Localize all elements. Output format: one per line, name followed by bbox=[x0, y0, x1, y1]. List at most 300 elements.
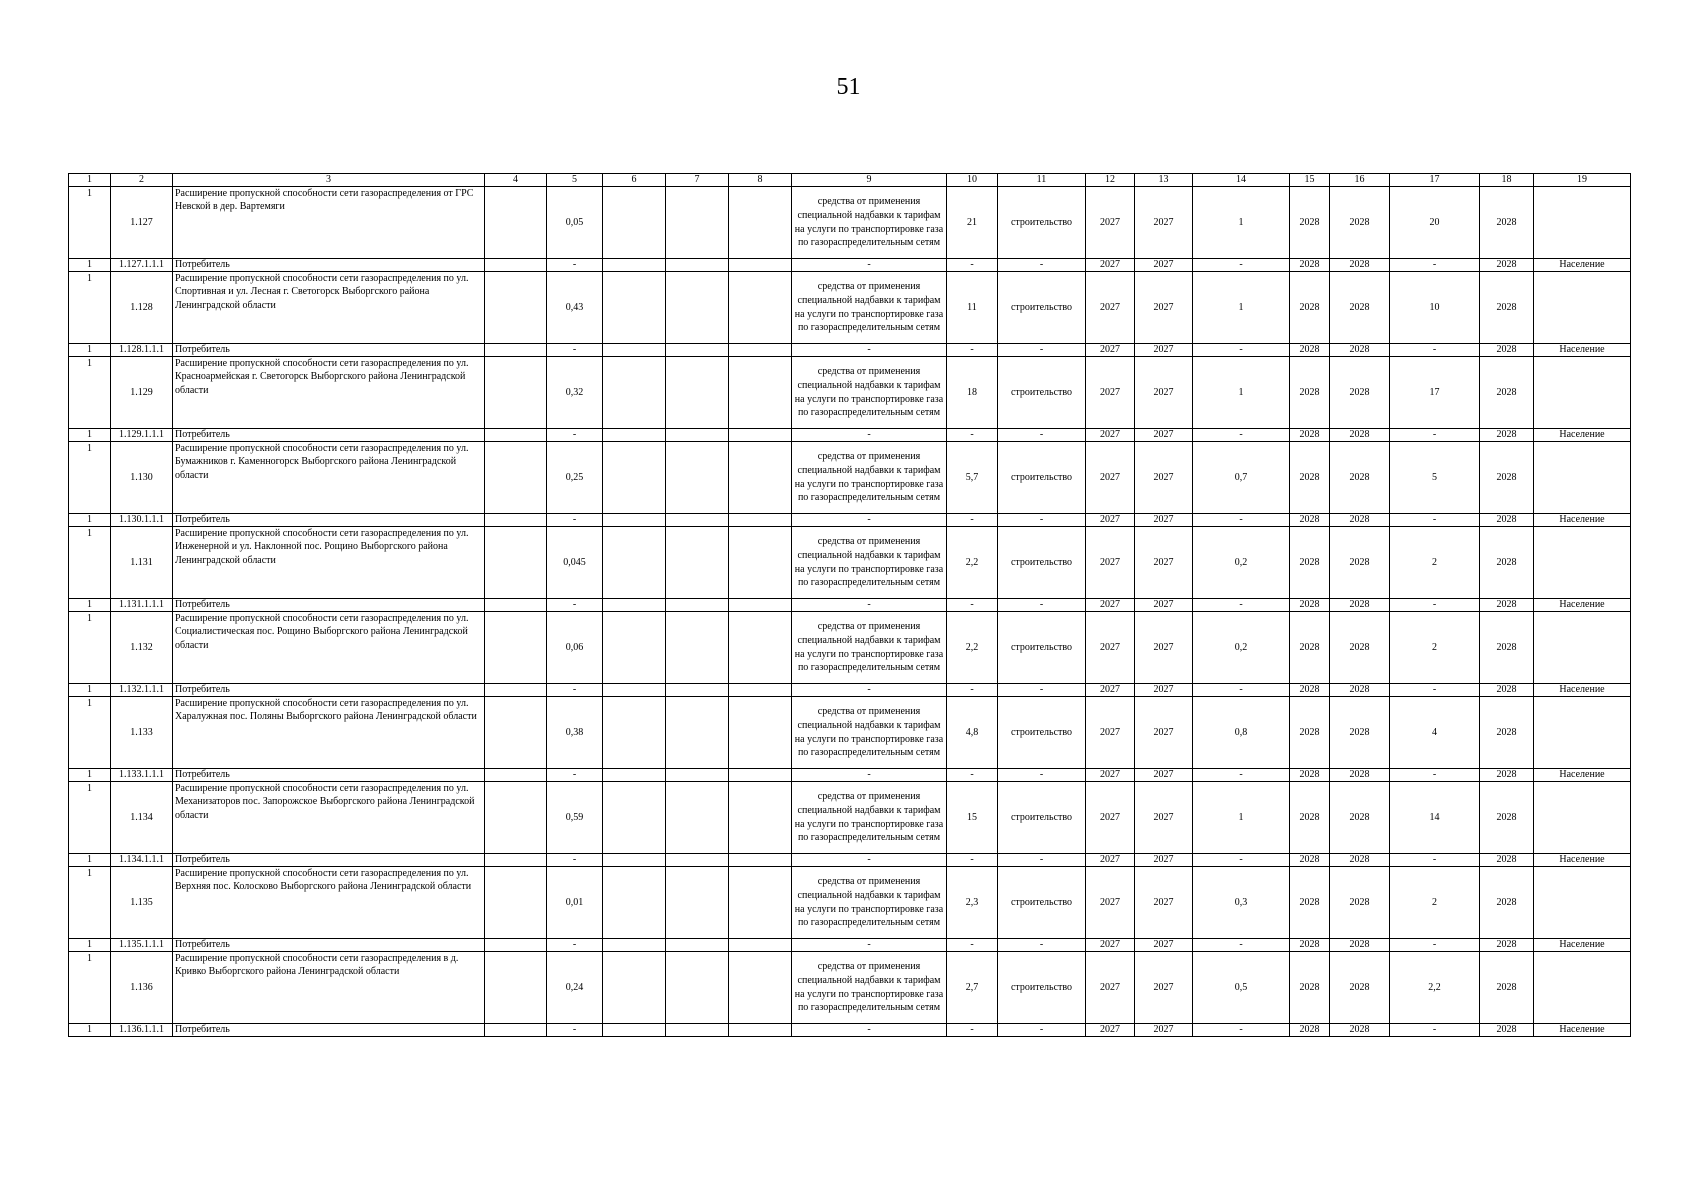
project-name-cell: Расширение пропускной способности сети газораспределения по ул. Красноармейская г. Светогорск Выборгского района Ленинградской области bbox=[173, 357, 485, 429]
table-cell-col-4 bbox=[485, 684, 547, 697]
table-cell-col-4 bbox=[485, 344, 547, 357]
table-cell-col-5: 0,38 bbox=[547, 697, 603, 769]
table-cell-col-15: 2028 bbox=[1290, 769, 1330, 782]
table-row-consumer bbox=[69, 854, 1631, 867]
table-cell-col-9: - bbox=[792, 854, 947, 867]
table-cell-col-11: строительство bbox=[998, 442, 1086, 514]
table-cell-col-15: 2028 bbox=[1290, 684, 1330, 697]
table-cell-col-10: 18 bbox=[947, 357, 998, 429]
table-cell-col-16: 2028 bbox=[1330, 187, 1390, 259]
consumer-category-cell: Население bbox=[1534, 1024, 1631, 1037]
table-cell-col-9: - bbox=[792, 514, 947, 527]
column-header-5: 5 bbox=[547, 174, 603, 187]
funding-source-cell: средства от применения специальной надбавки к тарифам на услуги по транспортировке газа по газораспределительным сетям bbox=[792, 357, 947, 429]
table-body bbox=[69, 174, 1631, 1037]
consumer-category-cell: Население bbox=[1534, 259, 1631, 272]
table-cell-col-14: 1 bbox=[1193, 357, 1290, 429]
table-cell-col-15: 2028 bbox=[1290, 1024, 1330, 1037]
consumer-code-cell: 1.130.1.1.1 bbox=[111, 514, 173, 527]
table-cell-col-5: 0,59 bbox=[547, 782, 603, 854]
consumer-code-cell: 1.128.1.1.1 bbox=[111, 344, 173, 357]
table-cell-col-11: - bbox=[998, 259, 1086, 272]
funding-source-cell: средства от применения специальной надбавки к тарифам на услуги по транспортировке газа по газораспределительным сетям bbox=[792, 867, 947, 939]
table-row-consumer bbox=[69, 769, 1631, 782]
project-code-cell: 1.134 bbox=[111, 782, 173, 854]
table-cell-col-15: 2028 bbox=[1290, 344, 1330, 357]
table-cell-col-6 bbox=[603, 272, 666, 344]
table-cell-col-5: - bbox=[547, 684, 603, 697]
table-cell-col-18: 2028 bbox=[1480, 684, 1534, 697]
table-cell-col-17: - bbox=[1390, 514, 1480, 527]
table-cell-col-17: 2 bbox=[1390, 612, 1480, 684]
row-group-cell: 1 bbox=[69, 939, 111, 952]
table-cell-col-16: 2028 bbox=[1330, 939, 1390, 952]
table-cell-col-18: 2028 bbox=[1480, 429, 1534, 442]
table-cell-col-14: - bbox=[1193, 429, 1290, 442]
table-cell-col-16: 2028 bbox=[1330, 952, 1390, 1024]
project-name-cell: Расширение пропускной способности сети газораспределения от ГРС Невской в дер. Вартемяги bbox=[173, 187, 485, 259]
table-cell-col-16: 2028 bbox=[1330, 782, 1390, 854]
table-cell-col-6 bbox=[603, 697, 666, 769]
table-cell-col-19 bbox=[1534, 357, 1631, 429]
project-name-cell: Расширение пропускной способности сети газораспределения по ул. Верхняя пос. Колосково Выборгского района Ленинградской области bbox=[173, 867, 485, 939]
table-cell-col-14: - bbox=[1193, 769, 1290, 782]
table-cell-col-6 bbox=[603, 344, 666, 357]
table-cell-col-13: 2027 bbox=[1135, 684, 1193, 697]
project-code-cell: 1.136 bbox=[111, 952, 173, 1024]
table-cell-col-8 bbox=[729, 952, 792, 1024]
table-cell-col-13: 2027 bbox=[1135, 1024, 1193, 1037]
table-cell-col-17: - bbox=[1390, 259, 1480, 272]
column-header-1: 1 bbox=[69, 174, 111, 187]
table-cell-col-13: 2027 bbox=[1135, 867, 1193, 939]
consumer-name-cell: Потребитель bbox=[173, 769, 485, 782]
row-group-cell: 1 bbox=[69, 259, 111, 272]
table-cell-col-11: - bbox=[998, 514, 1086, 527]
project-name-cell: Расширение пропускной способности сети газораспределения в д. Кривко Выборгского района Ленинградской области bbox=[173, 952, 485, 1024]
row-group-cell: 1 bbox=[69, 187, 111, 259]
row-group-cell: 1 bbox=[69, 429, 111, 442]
table-cell-col-17: 17 bbox=[1390, 357, 1480, 429]
table-cell-col-12: 2027 bbox=[1086, 1024, 1135, 1037]
table-cell-col-10: 21 bbox=[947, 187, 998, 259]
table-cell-col-6 bbox=[603, 429, 666, 442]
table-row-project bbox=[69, 697, 1631, 769]
table-cell-col-13: 2027 bbox=[1135, 939, 1193, 952]
table-cell-col-12: 2027 bbox=[1086, 612, 1135, 684]
table-row-project bbox=[69, 272, 1631, 344]
table-cell-col-16: 2028 bbox=[1330, 259, 1390, 272]
table-cell-col-6 bbox=[603, 939, 666, 952]
table-cell-col-12: 2027 bbox=[1086, 527, 1135, 599]
funding-source-cell: средства от применения специальной надбавки к тарифам на услуги по транспортировке газа по газораспределительным сетям bbox=[792, 782, 947, 854]
table-cell-col-14: 0,8 bbox=[1193, 697, 1290, 769]
table-cell-col-13: 2027 bbox=[1135, 782, 1193, 854]
table-cell-col-7 bbox=[666, 514, 729, 527]
table-cell-col-13: 2027 bbox=[1135, 187, 1193, 259]
table-cell-col-9: - bbox=[792, 939, 947, 952]
table-cell-col-8 bbox=[729, 599, 792, 612]
table-cell-col-12: 2027 bbox=[1086, 939, 1135, 952]
table-cell-col-17: - bbox=[1390, 769, 1480, 782]
table-cell-col-8 bbox=[729, 272, 792, 344]
row-group-cell: 1 bbox=[69, 769, 111, 782]
table-cell-col-12: 2027 bbox=[1086, 259, 1135, 272]
investment-table bbox=[68, 173, 1631, 1037]
project-code-cell: 1.133 bbox=[111, 697, 173, 769]
table-cell-col-11: - bbox=[998, 599, 1086, 612]
column-header-15: 15 bbox=[1290, 174, 1330, 187]
table-cell-col-9: - bbox=[792, 344, 947, 357]
table-cell-col-5: - bbox=[547, 1024, 603, 1037]
table-cell-col-15: 2028 bbox=[1290, 527, 1330, 599]
column-header-6: 6 bbox=[603, 174, 666, 187]
table-cell-col-11: строительство bbox=[998, 952, 1086, 1024]
table-cell-col-10: - bbox=[947, 1024, 998, 1037]
table-cell-col-10: - bbox=[947, 854, 998, 867]
table-cell-col-14: 1 bbox=[1193, 782, 1290, 854]
table-cell-col-16: 2028 bbox=[1330, 344, 1390, 357]
table-cell-col-12: 2027 bbox=[1086, 442, 1135, 514]
table-cell-col-11: строительство bbox=[998, 612, 1086, 684]
table-cell-col-17: - bbox=[1390, 429, 1480, 442]
table-cell-col-9: - bbox=[792, 429, 947, 442]
table-cell-col-14: 0,5 bbox=[1193, 952, 1290, 1024]
table-cell-col-17: 2 bbox=[1390, 527, 1480, 599]
table-cell-col-7 bbox=[666, 429, 729, 442]
consumer-category-cell: Население bbox=[1534, 684, 1631, 697]
table-cell-col-6 bbox=[603, 612, 666, 684]
table-row-consumer bbox=[69, 939, 1631, 952]
table-cell-col-5: - bbox=[547, 939, 603, 952]
table-row-consumer bbox=[69, 344, 1631, 357]
table-cell-col-8 bbox=[729, 442, 792, 514]
table-cell-col-17: - bbox=[1390, 854, 1480, 867]
project-name-cell: Расширение пропускной способности сети газораспределения по ул. Механизаторов пос. Запорожское Выборгского района Ленинградской области bbox=[173, 782, 485, 854]
table-cell-col-8 bbox=[729, 357, 792, 429]
consumer-category-cell: Население bbox=[1534, 514, 1631, 527]
table-cell-col-16: 2028 bbox=[1330, 867, 1390, 939]
table-row-project bbox=[69, 442, 1631, 514]
table-cell-col-11: строительство bbox=[998, 357, 1086, 429]
table-cell-col-10: - bbox=[947, 769, 998, 782]
table-row-consumer bbox=[69, 684, 1631, 697]
column-header-12: 12 bbox=[1086, 174, 1135, 187]
table-cell-col-19 bbox=[1534, 442, 1631, 514]
table-cell-col-8 bbox=[729, 187, 792, 259]
table-cell-col-17: 4 bbox=[1390, 697, 1480, 769]
table-cell-col-11: - bbox=[998, 939, 1086, 952]
consumer-name-cell: Потребитель bbox=[173, 514, 485, 527]
table-cell-col-13: 2027 bbox=[1135, 344, 1193, 357]
table-cell-col-14: 0,2 bbox=[1193, 612, 1290, 684]
table-cell-col-17: - bbox=[1390, 599, 1480, 612]
table-cell-col-16: 2028 bbox=[1330, 429, 1390, 442]
consumer-name-cell: Потребитель bbox=[173, 854, 485, 867]
table-row-project bbox=[69, 782, 1631, 854]
table-cell-col-15: 2028 bbox=[1290, 272, 1330, 344]
column-header-19: 19 bbox=[1534, 174, 1631, 187]
table-cell-col-11: - bbox=[998, 684, 1086, 697]
funding-source-cell: средства от применения специальной надбавки к тарифам на услуги по транспортировке газа по газораспределительным сетям bbox=[792, 612, 947, 684]
table-cell-col-8 bbox=[729, 782, 792, 854]
table-cell-col-12: 2027 bbox=[1086, 429, 1135, 442]
table-cell-col-6 bbox=[603, 357, 666, 429]
table-cell-col-18: 2028 bbox=[1480, 939, 1534, 952]
table-cell-col-5: 0,43 bbox=[547, 272, 603, 344]
table-cell-col-6 bbox=[603, 769, 666, 782]
table-cell-col-18: 2028 bbox=[1480, 527, 1534, 599]
table-cell-col-8 bbox=[729, 527, 792, 599]
table-cell-col-8 bbox=[729, 854, 792, 867]
project-name-cell: Расширение пропускной способности сети газораспределения по ул. Социалистическая пос. Рощино Выборгского района Ленинградской области bbox=[173, 612, 485, 684]
table-cell-col-8 bbox=[729, 939, 792, 952]
consumer-name-cell: Потребитель bbox=[173, 599, 485, 612]
table-cell-col-19 bbox=[1534, 187, 1631, 259]
table-cell-col-5: 0,24 bbox=[547, 952, 603, 1024]
table-cell-col-18: 2028 bbox=[1480, 187, 1534, 259]
table-cell-col-15: 2028 bbox=[1290, 697, 1330, 769]
project-name-cell: Расширение пропускной способности сети газораспределения по ул. Инженерной и ул. Наклонной пос. Рощино Выборгского района Ленинградской области bbox=[173, 527, 485, 599]
table-cell-col-6 bbox=[603, 514, 666, 527]
table-cell-col-4 bbox=[485, 442, 547, 514]
table-cell-col-14: 0,3 bbox=[1193, 867, 1290, 939]
funding-source-cell: средства от применения специальной надбавки к тарифам на услуги по транспортировке газа по газораспределительным сетям bbox=[792, 697, 947, 769]
table-cell-col-11: строительство bbox=[998, 187, 1086, 259]
table-cell-col-15: 2028 bbox=[1290, 187, 1330, 259]
table-cell-col-4 bbox=[485, 952, 547, 1024]
table-cell-col-19 bbox=[1534, 952, 1631, 1024]
row-group-cell: 1 bbox=[69, 272, 111, 344]
table-cell-col-18: 2028 bbox=[1480, 272, 1534, 344]
table-cell-col-4 bbox=[485, 769, 547, 782]
table-cell-col-10: 2,7 bbox=[947, 952, 998, 1024]
table-cell-col-12: 2027 bbox=[1086, 272, 1135, 344]
consumer-code-cell: 1.134.1.1.1 bbox=[111, 854, 173, 867]
table-cell-col-4 bbox=[485, 1024, 547, 1037]
table-cell-col-10: 2,2 bbox=[947, 527, 998, 599]
table-cell-col-6 bbox=[603, 684, 666, 697]
table-cell-col-9: - bbox=[792, 1024, 947, 1037]
column-header-14: 14 bbox=[1193, 174, 1290, 187]
project-name-cell: Расширение пропускной способности сети газораспределения по ул. Спортивная и ул. Лесная г. Светогорск Выборгского района Ленинградской области bbox=[173, 272, 485, 344]
column-header-3: 3 bbox=[173, 174, 485, 187]
table-cell-col-8 bbox=[729, 867, 792, 939]
table-cell-col-10: 2,3 bbox=[947, 867, 998, 939]
table-cell-col-8 bbox=[729, 697, 792, 769]
table-row-project bbox=[69, 527, 1631, 599]
table-cell-col-18: 2028 bbox=[1480, 599, 1534, 612]
table-cell-col-13: 2027 bbox=[1135, 272, 1193, 344]
row-group-cell: 1 bbox=[69, 514, 111, 527]
table-cell-col-8 bbox=[729, 769, 792, 782]
row-group-cell: 1 bbox=[69, 697, 111, 769]
table-cell-col-6 bbox=[603, 527, 666, 599]
consumer-name-cell: Потребитель bbox=[173, 259, 485, 272]
table-cell-col-13: 2027 bbox=[1135, 769, 1193, 782]
table-cell-col-5: - bbox=[547, 854, 603, 867]
table-cell-col-7 bbox=[666, 259, 729, 272]
funding-source-cell: средства от применения специальной надбавки к тарифам на услуги по транспортировке газа по газораспределительным сетям bbox=[792, 952, 947, 1024]
table-cell-col-4 bbox=[485, 357, 547, 429]
table-cell-col-10: - bbox=[947, 344, 998, 357]
consumer-name-cell: Потребитель bbox=[173, 1024, 485, 1037]
table-cell-col-18: 2028 bbox=[1480, 344, 1534, 357]
column-header-11: 11 bbox=[998, 174, 1086, 187]
table-cell-col-7 bbox=[666, 769, 729, 782]
table-cell-col-8 bbox=[729, 684, 792, 697]
page-number: 51 bbox=[836, 74, 861, 100]
table-cell-col-15: 2028 bbox=[1290, 599, 1330, 612]
table-cell-col-11: строительство bbox=[998, 867, 1086, 939]
table-cell-col-11: - bbox=[998, 854, 1086, 867]
table-cell-col-7 bbox=[666, 939, 729, 952]
table-cell-col-6 bbox=[603, 187, 666, 259]
row-group-cell: 1 bbox=[69, 952, 111, 1024]
table-cell-col-13: 2027 bbox=[1135, 514, 1193, 527]
table-cell-col-11: строительство bbox=[998, 697, 1086, 769]
table-cell-col-10: 4,8 bbox=[947, 697, 998, 769]
table-cell-col-9: - bbox=[792, 684, 947, 697]
table-cell-col-8 bbox=[729, 429, 792, 442]
consumer-code-cell: 1.133.1.1.1 bbox=[111, 769, 173, 782]
table-cell-col-13: 2027 bbox=[1135, 259, 1193, 272]
table-cell-col-16: 2028 bbox=[1330, 599, 1390, 612]
table-cell-col-6 bbox=[603, 259, 666, 272]
table-cell-col-12: 2027 bbox=[1086, 357, 1135, 429]
table-row-project bbox=[69, 187, 1631, 259]
table-cell-col-7 bbox=[666, 442, 729, 514]
table-cell-col-4 bbox=[485, 854, 547, 867]
table-cell-col-17: - bbox=[1390, 939, 1480, 952]
table-cell-col-18: 2028 bbox=[1480, 612, 1534, 684]
table-cell-col-10: 15 bbox=[947, 782, 998, 854]
table-cell-col-19 bbox=[1534, 782, 1631, 854]
table-cell-col-6 bbox=[603, 782, 666, 854]
project-code-cell: 1.127 bbox=[111, 187, 173, 259]
table-cell-col-16: 2028 bbox=[1330, 514, 1390, 527]
table-cell-col-17: - bbox=[1390, 1024, 1480, 1037]
table-cell-col-12: 2027 bbox=[1086, 514, 1135, 527]
table-cell-col-7 bbox=[666, 612, 729, 684]
table-cell-col-15: 2028 bbox=[1290, 939, 1330, 952]
table-cell-col-14: - bbox=[1193, 344, 1290, 357]
consumer-category-cell: Население bbox=[1534, 854, 1631, 867]
table-cell-col-5: 0,01 bbox=[547, 867, 603, 939]
table-cell-col-13: 2027 bbox=[1135, 527, 1193, 599]
table-cell-col-16: 2028 bbox=[1330, 442, 1390, 514]
table-cell-col-5: 0,06 bbox=[547, 612, 603, 684]
table-cell-col-12: 2027 bbox=[1086, 867, 1135, 939]
row-group-cell: 1 bbox=[69, 782, 111, 854]
table-cell-col-7 bbox=[666, 697, 729, 769]
table-cell-col-9: - bbox=[792, 599, 947, 612]
table-cell-col-14: 0,2 bbox=[1193, 527, 1290, 599]
table-cell-col-12: 2027 bbox=[1086, 854, 1135, 867]
consumer-code-cell: 1.136.1.1.1 bbox=[111, 1024, 173, 1037]
table-row-consumer bbox=[69, 1024, 1631, 1037]
table-cell-col-8 bbox=[729, 514, 792, 527]
table-cell-col-5: 0,32 bbox=[547, 357, 603, 429]
table-cell-col-15: 2028 bbox=[1290, 867, 1330, 939]
table-cell-col-10: - bbox=[947, 684, 998, 697]
project-code-cell: 1.135 bbox=[111, 867, 173, 939]
table-cell-col-14: - bbox=[1193, 599, 1290, 612]
row-group-cell: 1 bbox=[69, 357, 111, 429]
table-cell-col-13: 2027 bbox=[1135, 612, 1193, 684]
row-group-cell: 1 bbox=[69, 1024, 111, 1037]
table-cell-col-18: 2028 bbox=[1480, 442, 1534, 514]
table-cell-col-13: 2027 bbox=[1135, 429, 1193, 442]
table-cell-col-11: - bbox=[998, 429, 1086, 442]
table-cell-col-18: 2028 bbox=[1480, 514, 1534, 527]
table-cell-col-4 bbox=[485, 939, 547, 952]
table-cell-col-8 bbox=[729, 612, 792, 684]
table-cell-col-13: 2027 bbox=[1135, 357, 1193, 429]
table-cell-col-7 bbox=[666, 1024, 729, 1037]
table-cell-col-8 bbox=[729, 344, 792, 357]
table-row-consumer bbox=[69, 429, 1631, 442]
table-cell-col-13: 2027 bbox=[1135, 952, 1193, 1024]
consumer-name-cell: Потребитель bbox=[173, 939, 485, 952]
table-cell-col-18: 2028 bbox=[1480, 867, 1534, 939]
consumer-code-cell: 1.132.1.1.1 bbox=[111, 684, 173, 697]
project-code-cell: 1.128 bbox=[111, 272, 173, 344]
column-header-13: 13 bbox=[1135, 174, 1193, 187]
project-code-cell: 1.130 bbox=[111, 442, 173, 514]
table-cell-col-19 bbox=[1534, 612, 1631, 684]
table-cell-col-14: 0,7 bbox=[1193, 442, 1290, 514]
table-cell-col-16: 2028 bbox=[1330, 684, 1390, 697]
table-cell-col-10: - bbox=[947, 259, 998, 272]
table-cell-col-19 bbox=[1534, 272, 1631, 344]
table-cell-col-13: 2027 bbox=[1135, 442, 1193, 514]
table-cell-col-10: - bbox=[947, 939, 998, 952]
table-cell-col-12: 2027 bbox=[1086, 599, 1135, 612]
table-cell-col-15: 2028 bbox=[1290, 854, 1330, 867]
project-code-cell: 1.131 bbox=[111, 527, 173, 599]
table-cell-col-18: 2028 bbox=[1480, 697, 1534, 769]
table-cell-col-5: 0,045 bbox=[547, 527, 603, 599]
consumer-category-cell: Население bbox=[1534, 429, 1631, 442]
table-cell-col-11: - bbox=[998, 769, 1086, 782]
consumer-category-cell: Население bbox=[1534, 939, 1631, 952]
table-cell-col-13: 2027 bbox=[1135, 697, 1193, 769]
column-header-16: 16 bbox=[1330, 174, 1390, 187]
table-cell-col-6 bbox=[603, 1024, 666, 1037]
row-group-cell: 1 bbox=[69, 599, 111, 612]
table-cell-col-10: 2,2 bbox=[947, 612, 998, 684]
table-cell-col-5: - bbox=[547, 514, 603, 527]
table-cell-col-14: - bbox=[1193, 1024, 1290, 1037]
table-cell-col-6 bbox=[603, 442, 666, 514]
table-cell-col-14: - bbox=[1193, 514, 1290, 527]
table-cell-col-16: 2028 bbox=[1330, 1024, 1390, 1037]
table-cell-col-7 bbox=[666, 527, 729, 599]
column-header-18: 18 bbox=[1480, 174, 1534, 187]
table-cell-col-17: 2 bbox=[1390, 867, 1480, 939]
consumer-code-cell: 1.127.1.1.1 bbox=[111, 259, 173, 272]
row-group-cell: 1 bbox=[69, 612, 111, 684]
table-cell-col-7 bbox=[666, 357, 729, 429]
consumer-name-cell: Потребитель bbox=[173, 344, 485, 357]
table-cell-col-12: 2027 bbox=[1086, 952, 1135, 1024]
table-cell-col-19 bbox=[1534, 527, 1631, 599]
consumer-code-cell: 1.129.1.1.1 bbox=[111, 429, 173, 442]
row-group-cell: 1 bbox=[69, 344, 111, 357]
table-cell-col-11: - bbox=[998, 344, 1086, 357]
table-cell-col-14: - bbox=[1193, 854, 1290, 867]
